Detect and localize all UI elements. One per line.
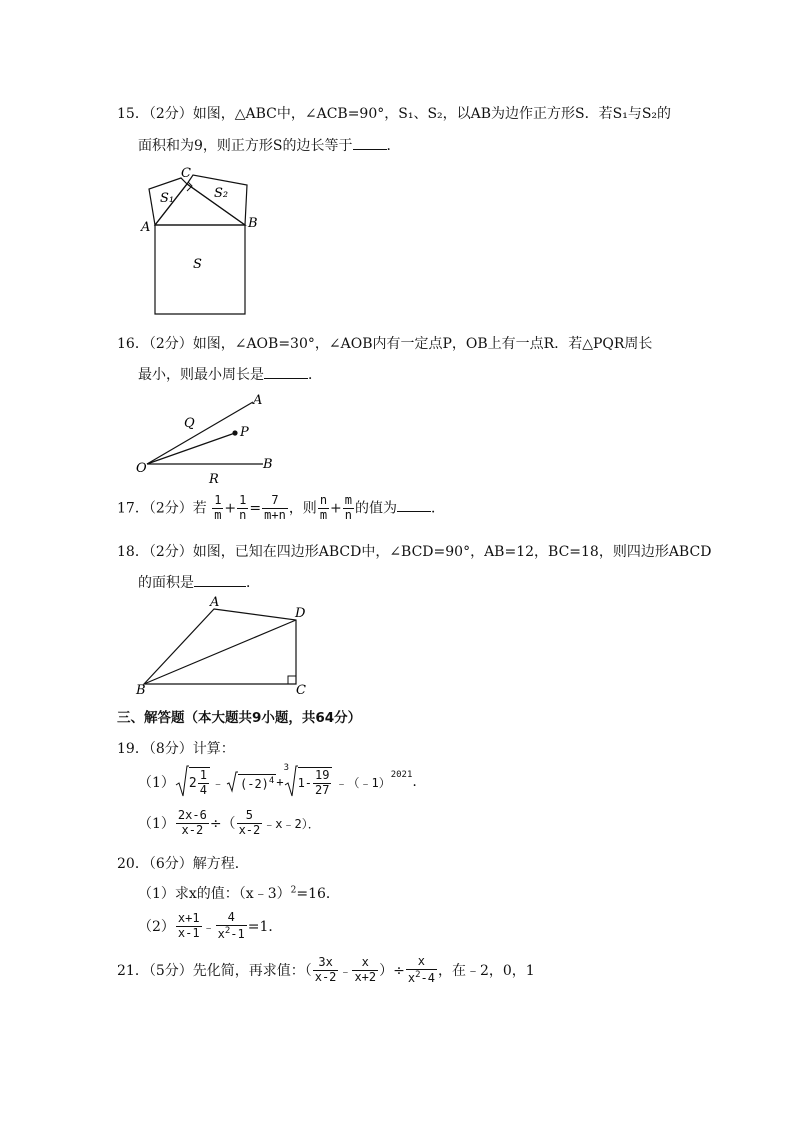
q21-prefix: 21．（5分）先化简，再求值：（ <box>117 963 312 979</box>
q18-line1: 18．（2分）如图，已知在四边形ABCD中，∠BCD=90°，AB=12，BC=18，则四边形ABCD <box>117 544 712 560</box>
q17-f2-num: 1 <box>239 493 247 507</box>
q19-p1-plus: + <box>276 775 284 789</box>
q17-f5-den: n <box>344 507 353 522</box>
q19-p2-tail: ﹣x﹣2）． <box>263 816 320 831</box>
q18-figure <box>134 594 314 698</box>
q19-p1-b-exp: 4 <box>268 775 275 786</box>
q17-f3-num: 7 <box>262 494 288 509</box>
q19-p2-label: （1） <box>138 816 175 832</box>
q20-p2-gd-base: x <box>217 926 225 941</box>
q15-label-S: S <box>193 257 202 272</box>
q21-line <box>117 950 535 990</box>
q15-line1: 15．（2分）如图，△ABC中，∠ACB=90°，S₁、S₂，以AB为边作正方形S．若S₁与S₂的 <box>117 106 672 122</box>
q17-frac-5 <box>343 494 354 523</box>
q20-p2-f-num: x+1 <box>177 910 200 925</box>
q16-line2 <box>138 364 322 384</box>
q20-p2-gd-tail: -1 <box>230 926 245 941</box>
q21-g-den: x+2 <box>354 969 377 984</box>
q19-p1-c-pre: 1- <box>297 776 313 790</box>
q21-f-den: x-2 <box>314 969 337 984</box>
q17-f4-den: m <box>319 507 328 522</box>
q19-p1-a-frac <box>198 769 209 798</box>
q16-label-A: A <box>253 393 263 408</box>
section-3-heading: 三、解答题（本大题共9小题，共64分） <box>117 710 362 726</box>
answer-blank-18[interactable] <box>194 574 246 587</box>
q17-frac-4 <box>318 494 329 523</box>
q15-label-S2: S₂ <box>214 186 229 201</box>
q20-title: 20．（6分）解方程． <box>117 856 249 872</box>
q18-label-B: B <box>136 683 146 698</box>
q17-frac-1 <box>212 494 223 523</box>
q17-f5-num: m <box>344 493 353 507</box>
q21-frac-g <box>352 956 378 985</box>
q19-p1-c-num: 19 <box>315 767 330 782</box>
q15-line2-end: ． <box>386 138 401 154</box>
q19-p1-exp: 2021 <box>390 770 413 780</box>
q20-p2-g-den <box>216 926 247 942</box>
q21-frac-h <box>406 955 437 986</box>
q19-p2-frac-g <box>237 809 263 838</box>
q15-line2-text: 面积和为9，则正方形S的边长等于 <box>138 138 353 154</box>
q21-hd-exp: 2 <box>415 969 421 980</box>
q17-plus: + <box>224 500 237 517</box>
q16-label-R: R <box>209 472 219 487</box>
q18-label-D: D <box>295 606 306 621</box>
q21-f-num: 3x <box>313 956 339 971</box>
q19-p2-frac-f <box>176 809 209 838</box>
q17-eq: = <box>249 500 262 517</box>
q15-line2 <box>138 135 401 155</box>
q19-p1-c-den: 27 <box>315 782 330 797</box>
q19-p1-end: . <box>412 774 417 790</box>
q17-frac-3 <box>262 494 288 523</box>
q19-p1-a-int: 2 <box>188 775 197 791</box>
q19-p1-radicand-a <box>189 767 210 798</box>
q18-line2 <box>138 572 260 592</box>
q21-h-den <box>406 970 437 986</box>
q21-hd-base: x <box>407 970 416 985</box>
answer-blank-16[interactable] <box>264 366 308 379</box>
q20-p1-tail: =16． <box>296 886 340 902</box>
q15-label-S1: S₁ <box>160 191 175 206</box>
q21-g-num: x <box>352 956 378 971</box>
q20-p2-frac-f <box>176 912 202 941</box>
q19-part1 <box>138 764 417 800</box>
q19-p1-tail: ﹣（﹣1） <box>335 775 391 790</box>
q17-prefix: 17．（2分）若 <box>117 500 207 517</box>
q19-p2-f-num: 2x-6 <box>177 807 207 822</box>
q19-p1-radicand-c <box>298 767 333 798</box>
q20-p2-tail: =1． <box>247 919 283 935</box>
q21-frac-f <box>313 956 339 985</box>
q19-p2-g-num: 5 <box>237 809 263 824</box>
q20-p2-g-num: 4 <box>216 911 247 926</box>
q17-f4-num: n <box>319 493 328 507</box>
q19-p1-a-num: 1 <box>199 767 207 782</box>
q19-p1-c-frac <box>313 769 331 798</box>
q20-p2-f-den: x-1 <box>177 925 200 940</box>
q20-p2-frac-g <box>216 911 247 942</box>
q19-title: 19．（8分）计算： <box>117 741 235 757</box>
q17-f3-den: m+n <box>264 507 286 522</box>
q20-p2-minus: ﹣ <box>202 919 215 934</box>
q15-label-B: B <box>248 216 258 231</box>
q21-hd-tail: -4 <box>420 970 435 985</box>
q17-line <box>117 494 445 523</box>
q19-p2-g-den: x-2 <box>238 822 261 837</box>
q18-label-A: A <box>210 595 220 610</box>
q17-suffix: 的值为 <box>355 500 398 517</box>
q17-f1-num: 1 <box>214 493 222 507</box>
sqrt-symbol-icon <box>226 771 238 793</box>
q16-label-O: O <box>136 461 147 476</box>
q19-p1-minus: ﹣ <box>211 775 224 790</box>
q20-p2-gd-exp: 2 <box>224 925 231 936</box>
q16-line2-text: 最小，则最小周长是 <box>138 367 264 383</box>
answer-blank-17[interactable] <box>397 499 431 512</box>
q19-p1-a-den: 4 <box>199 782 207 797</box>
q20-p2-label: （2） <box>138 919 175 935</box>
q18-label-C: C <box>296 683 306 698</box>
q17-plus2: + <box>330 500 342 517</box>
q21-mid: ）÷ <box>379 963 405 979</box>
q17-end: ． <box>431 500 446 517</box>
q17-mid: ，则 <box>288 500 317 517</box>
q21-minus: ﹣ <box>339 963 352 978</box>
q20-part2 <box>138 906 282 946</box>
q19-p2-div: ÷（ <box>209 816 236 832</box>
q19-p1-radicand-b <box>238 774 276 791</box>
q15-label-C: C <box>181 166 191 181</box>
q19-p1-label: （1） <box>138 775 175 791</box>
q16-line1: 16．（2分）如图，∠AOB=30°，∠AOB内有一定点P，OB上有一点R．若△PQR周长 <box>117 336 653 352</box>
q16-label-B: B <box>263 457 273 472</box>
q21-suffix: ，在﹣2，0，1 <box>437 963 535 979</box>
sqrt-symbol-icon <box>175 765 189 799</box>
q20-p1-text: （1）求x的值：（x﹣3） <box>138 886 291 902</box>
answer-blank-15[interactable] <box>353 137 387 150</box>
q20-part1 <box>138 883 340 903</box>
q19-p2-f-den: x-2 <box>181 822 204 837</box>
q19-part2 <box>138 806 320 840</box>
q15-figure <box>138 164 278 319</box>
q17-f2-den: n <box>239 507 247 522</box>
q15-label-A: A <box>141 220 151 235</box>
q19-p1-b: (-2) <box>240 776 269 791</box>
q18-line2-end: ． <box>246 575 260 591</box>
q16-label-Q: Q <box>184 416 195 431</box>
q17-f1-den: m <box>214 507 222 522</box>
q16-label-P: P <box>240 425 249 440</box>
q18-line2-text: 的面积是 <box>138 575 194 591</box>
q16-line2-end: ． <box>308 367 322 383</box>
q19-p1-c-index: 3 <box>283 763 289 773</box>
q19-p1-cuberoot <box>284 765 333 799</box>
q17-frac-2 <box>237 494 248 523</box>
q16-figure <box>135 390 285 488</box>
q21-h-num: x <box>406 955 437 970</box>
q20-p1-exp: 2 <box>290 885 297 896</box>
